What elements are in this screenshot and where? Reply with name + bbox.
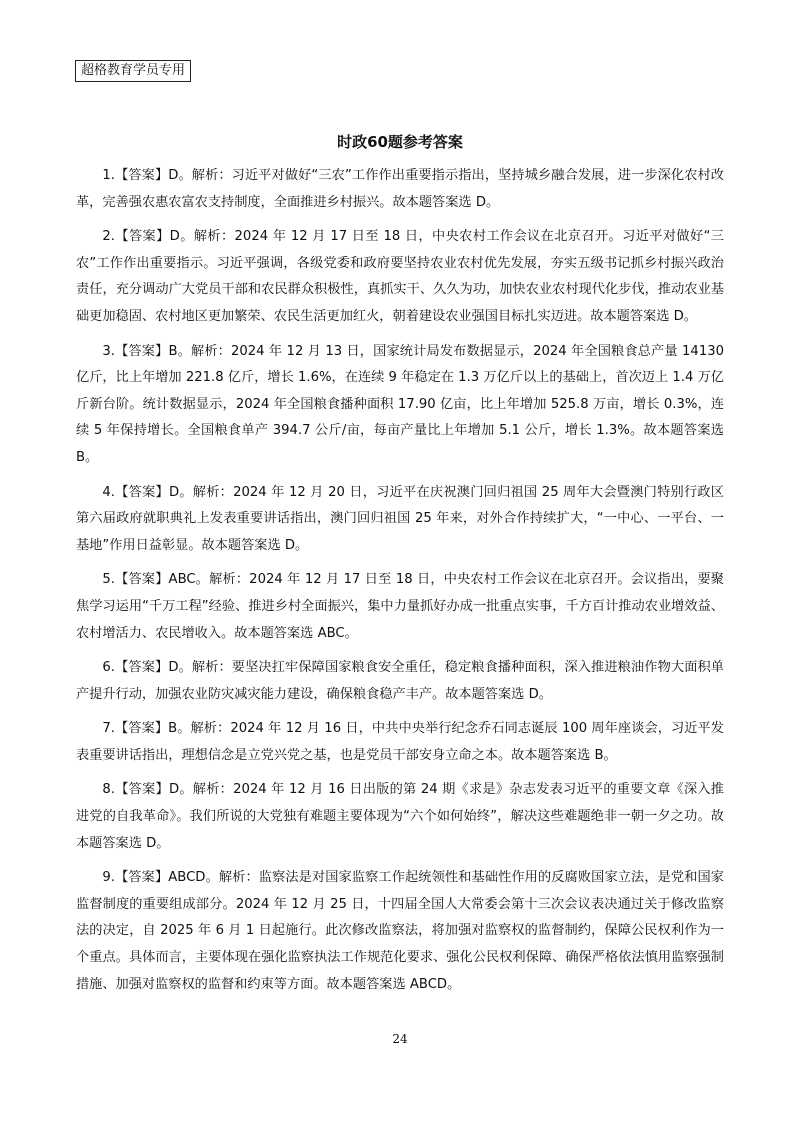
header-label: 超格教育学员专用 xyxy=(81,63,186,78)
answer-6: 6.【答案】D。解析：要坚决扛牢保障国家粮食安全重任，稳定粮食播种面积，深入推进粮油作物大面积单产提升行动，加强农业防灾减灾能力建设，确保粮食稳产丰产。故本题答案选 D。 xyxy=(76,660,724,702)
answer-1: 1.【答案】D。解析：习近平对做好“三农”工作作出重要指示指出，坚持城乡融合发展，进一步深化农村改革，完善强农惠农富农支持制度，全面推进乡村振兴。故本题答案选 D。 xyxy=(76,168,724,210)
answer-2: 2.【答案】D。解析：2024 年 12 月 17 日至 18 日，中央农村工作会议在北京召开。习近平对做好“三农”工作作出重要指示。习近平强调，各级党委和政府要坚持农业农村优先发展，夯实五级书记抓乡村振兴政治责任，充分调动广大党员干部和农民群众积极性，真抓实干、久久为功，加快农业农村现代化步伐，推动农业基础更加稳固、农村地区更加繁荣、农民生活更加红火，朝着建设农业强国目标扎实迈进。故本题答案选 D。 xyxy=(76,229,724,324)
page-title: 时政60题参考答案 xyxy=(337,133,463,151)
answer-8: 8.【答案】D。解析：2024 年 12 月 16 日出版的第 24 期《求是》杂志发表习近平的重要文章《深入推进党的自我革命》。我们所说的大党独有难题主要体现为“六个如何始终”，解决这些难题绝非一朝一夕之功。故本题答案选 D。 xyxy=(76,782,724,851)
answer-5: 5.【答案】ABC。解析：2024 年 12 月 17 日至 18 日，中央农村工作会议在北京召开。会议指出，要聚焦学习运用“千万工程”经验、推进乡村全面振兴，集中力量抓好办成一批重点实事，千方百计推动农业增效益、农村增活力、农民增收入。故本题答案选 ABC。 xyxy=(76,572,724,641)
answer-3: 3.【答案】B。解析：2024 年 12 月 13 日，国家统计局发布数据显示，2024 年全国粮食总产量 14130 亿斤，比上年增加 221.8 亿斤，增长 1.6%，在连续 9 年稳定在 1.3 万亿斤以上的基础上，首次迈上 1.4 万亿斤新台阶。统计数据显示，2024 年全国粮食播种面积 17.90 亿亩，比上年增加 525.8 万亩，增长 0.3%，连续 5 年保持增长。全国粮食单产 394.7 公斤/亩，每亩产量比上年增加 5.1 公斤，增长 1.3%。故本题答案选 B。 xyxy=(76,343,725,465)
page-number: 24 xyxy=(392,1032,408,1046)
answer-9: 9.【答案】ABCD。解析：监察法是对国家监察工作起统领性和基础性作用的反腐败国家立法，是党和国家监督制度的重要组成部分。2024 年 12 月 25 日，十四届全国人大常委会第十三次会议表决通过关于修改监察法的决定，自 2025 年 6 月 1 日起施行。此次修改监察法，将加强对监察权的监督制约，保障公民权利作为一个重点。具体而言，主要体现在强化监察执法工作规范化要求、强化公民权利保障、确保严格依法慎用监察强制措施、加强对监察权的监督和约束等方面。故本题答案选 ABCD。 xyxy=(76,870,724,992)
header-label-box xyxy=(75,60,191,82)
answer-7: 7.【答案】B。解析：2024 年 12 月 16 日，中共中央举行纪念乔石同志诞辰 100 周年座谈会，习近平发表重要讲话指出，理想信念是立党兴党之基，也是党员干部安身立命之本。故本题答案选 B。 xyxy=(76,721,724,763)
answer-4: 4.【答案】D。解析：2024 年 12 月 20 日，习近平在庆祝澳门回归祖国 25 周年大会暨澳门特别行政区第六届政府就职典礼上发表重要讲话指出，澳门回归祖国 25 年来，对外合作持续扩大，“一中心、一平台、一基地”作用日益彰显。故本题答案选 D。 xyxy=(76,484,724,553)
answer-list xyxy=(76,163,724,1006)
